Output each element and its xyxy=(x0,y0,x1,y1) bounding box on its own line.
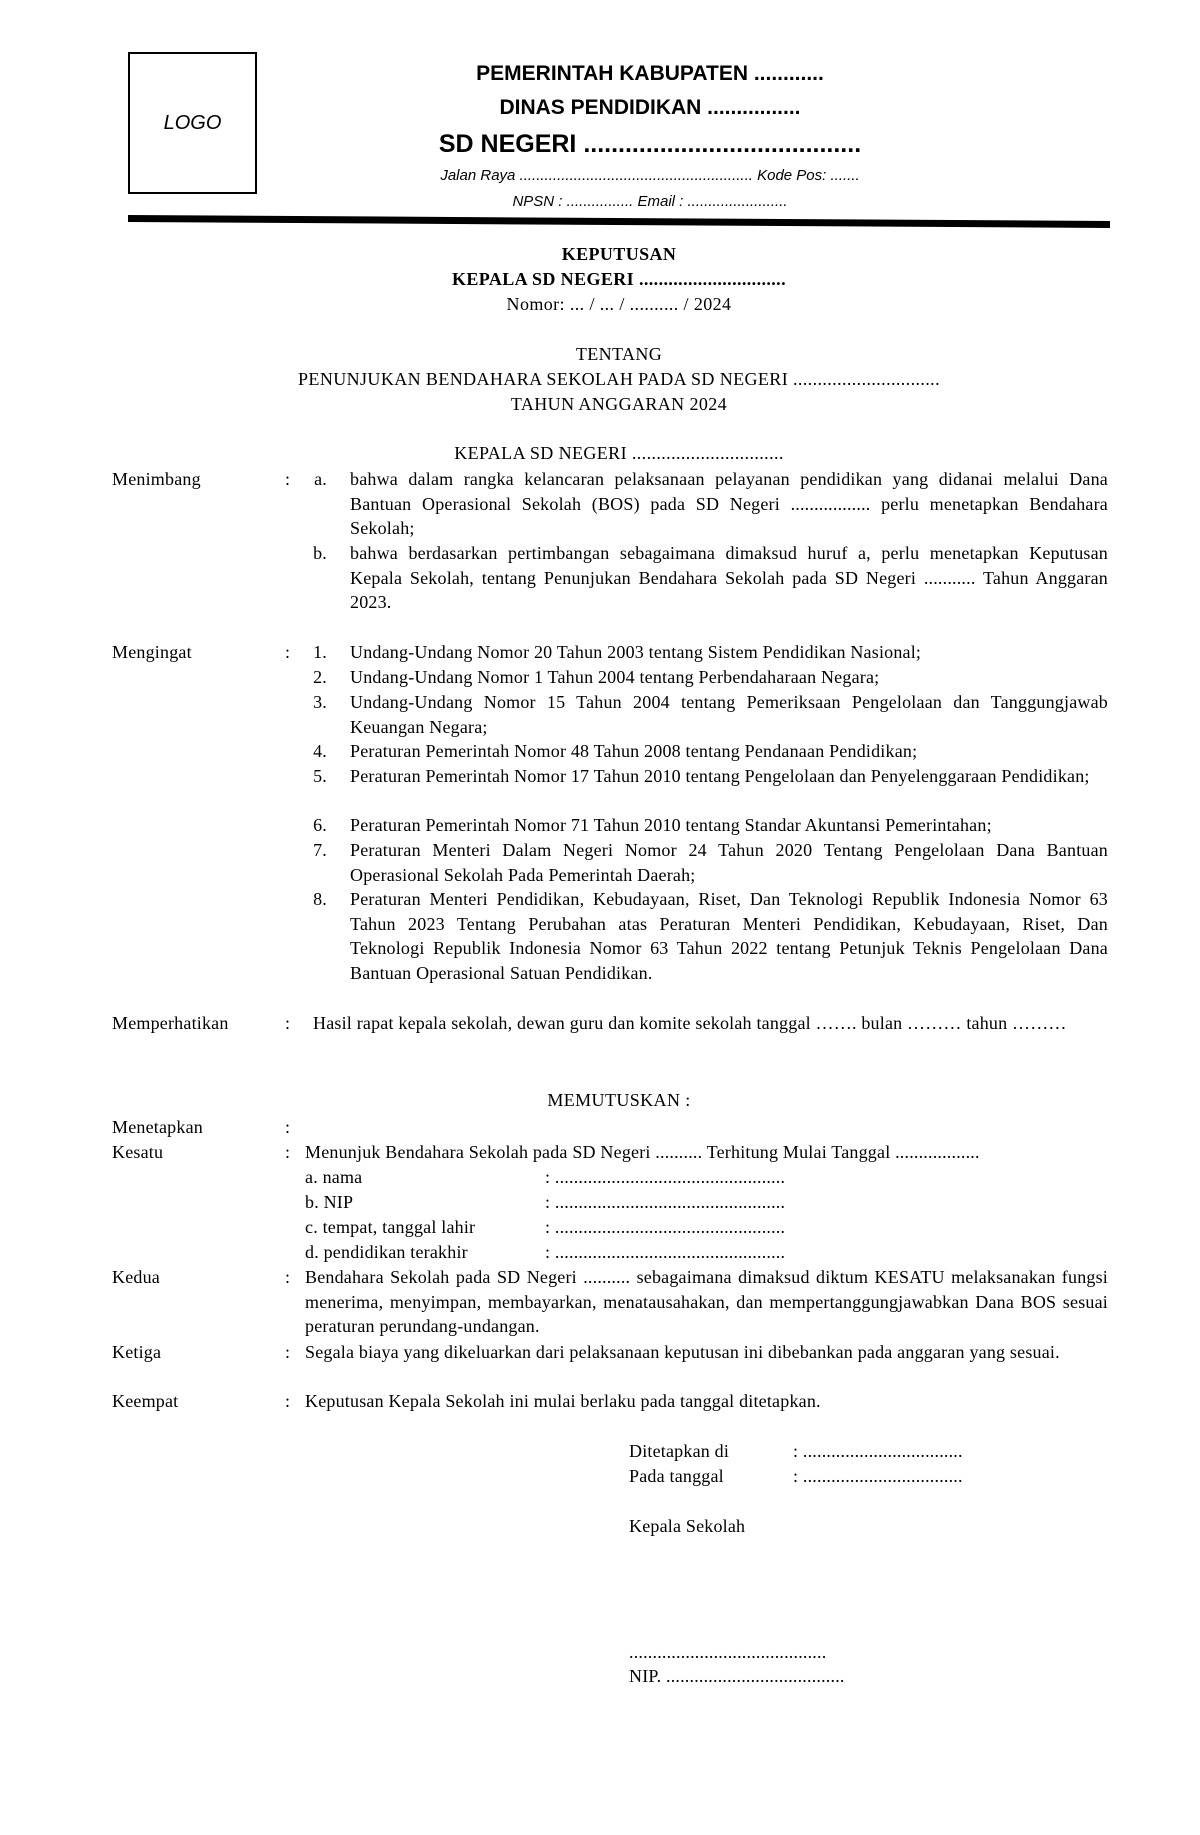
doc-issuer: KEPALA SD NEGERI .............................. xyxy=(451,269,786,289)
mengingat-label: Mengingat xyxy=(112,642,192,662)
sign-date-value: : .................................. xyxy=(793,1466,963,1486)
mengingat-mark: 1. xyxy=(313,642,327,662)
ketiga-text: Segala biaya yang dikeluarkan dari pelaksanaan keputusan ini dibebankan pada anggaran yang sesuai. xyxy=(305,1342,1060,1362)
doc-fiscal-year: TAHUN ANGGARAN 2024 xyxy=(510,394,728,414)
letterhead-divider xyxy=(128,215,1110,228)
sign-name-line: .......................................... xyxy=(629,1642,827,1662)
kop-government: PEMERINTAH KABUPATEN ............ xyxy=(476,62,824,85)
sign-date-label: Pada tanggal xyxy=(629,1466,724,1486)
field-value: : ................................................. xyxy=(545,1242,786,1262)
kop-address: Jalan Raya ........................................................ Kode Pos: ....... xyxy=(440,167,860,184)
kesatu-text: Menunjuk Bendahara Sekolah pada SD Negeri .......... Terhitung Mulai Tanggal .................. xyxy=(305,1142,980,1162)
ketiga-colon: : xyxy=(285,1342,291,1362)
mengingat-item: Undang-Undang Nomor 1 Tahun 2004 tentang Perbendaharaan Negara; xyxy=(350,667,880,687)
sign-place-label: Ditetapkan di xyxy=(629,1441,730,1461)
field-label: c. tempat, tanggal lahir xyxy=(305,1217,476,1237)
kesatu-label: Kesatu xyxy=(112,1142,164,1162)
menimbang-mark: a. xyxy=(314,469,327,489)
mengingat-item: Peraturan Menteri Pendidikan, Kebudayaan, Riset, Dan Teknologi Republik Indonesia Nomor 63 Tahun 2023 Tentang Perubahan atas Peraturan Menteri Pendidikan, Kebudayaan, Riset, Dan Teknologi Republik Indonesia Nomor 63 Tahun 2022 tentang Petunjuk Teknis Pengelolaan Dana Bantuan Operasional Satuan Pendidikan. xyxy=(350,889,1108,983)
mengingat-mark: 2. xyxy=(313,667,327,687)
ketiga-label: Ketiga xyxy=(112,1342,162,1362)
kedua-label: Kedua xyxy=(112,1267,160,1287)
menetapkan-label: Menetapkan xyxy=(112,1117,203,1137)
kop-contact: NPSN : ................ Email : ........................ xyxy=(512,193,788,210)
kesatu-colon: : xyxy=(285,1142,291,1162)
sign-role: Kepala Sekolah xyxy=(629,1516,746,1536)
menimbang-colon: : xyxy=(285,469,291,489)
mengingat-item: Undang-Undang Nomor 15 Tahun 2004 tentang Pemeriksaan Pengelolaan dan Tanggungjawab Keuangan Negara; xyxy=(350,692,1108,737)
mengingat-mark: 5. xyxy=(313,766,327,786)
sign-nip: NIP. ...................................... xyxy=(629,1666,845,1686)
sign-place-value: : .................................. xyxy=(793,1441,963,1461)
mengingat-item: Undang-Undang Nomor 20 Tahun 2003 tentang Sistem Pendidikan Nasional; xyxy=(350,642,922,662)
kop-school-name: SD NEGERI ........................................ xyxy=(438,130,862,158)
kedua-colon: : xyxy=(285,1267,291,1287)
doc-authority: KEPALA SD NEGERI ............................... xyxy=(454,443,784,463)
mengingat-item: Peraturan Pemerintah Nomor 48 Tahun 2008 tentang Pendanaan Pendidikan; xyxy=(350,741,918,761)
menetapkan-colon: : xyxy=(285,1117,291,1137)
kop-agency: DINAS PENDIDIKAN ................ xyxy=(499,96,801,119)
menimbang-label: Menimbang xyxy=(112,469,201,489)
doc-number: Nomor: ... / ... / .......... / 2024 xyxy=(506,294,732,314)
memperhatikan-label: Memperhatikan xyxy=(112,1013,229,1033)
kedua-text: Bendahara Sekolah pada SD Negeri .......... sebagaimana dimaksud diktum KESATU melaksanakan fungsi menerima, menyimpan, membayarkan, menatausahakan, dan mempertanggungjawabkan Dana BOS sesuai peraturan perundang-undangan. xyxy=(305,1267,1108,1336)
mengingat-item: Peraturan Menteri Dalam Negeri Nomor 24 Tahun 2020 Tentang Pengelolaan Dana Bantuan Operasional Sekolah Pada Pemerintah Daerah; xyxy=(350,840,1108,885)
field-value: : ................................................. xyxy=(545,1192,786,1212)
mengingat-mark: 4. xyxy=(313,741,327,761)
keempat-text: Keputusan Kepala Sekolah ini mulai berlaku pada tanggal ditetapkan. xyxy=(305,1391,821,1411)
menimbang-mark: b. xyxy=(313,543,327,563)
mengingat-item: Peraturan Pemerintah Nomor 17 Tahun 2010 tentang Pengelolaan dan Penyelenggaraan Pendidikan; xyxy=(350,766,1090,786)
mengingat-mark: 7. xyxy=(313,840,327,860)
logo-text: LOGO xyxy=(163,111,222,134)
doc-tentang: TENTANG xyxy=(575,344,663,364)
field-label: a. nama xyxy=(305,1167,363,1187)
field-value: : ................................................. xyxy=(545,1167,786,1187)
mengingat-item: Peraturan Pemerintah Nomor 71 Tahun 2010 tentang Standar Akuntansi Pemerintahan; xyxy=(350,815,992,835)
field-label: d. pendidikan terakhir xyxy=(305,1242,468,1262)
memperhatikan-colon: : xyxy=(285,1013,291,1033)
doc-title: KEPUTUSAN xyxy=(561,244,677,264)
logo-placeholder xyxy=(128,52,257,194)
keempat-colon: : xyxy=(285,1391,291,1411)
memperhatikan-text: Hasil rapat kepala sekolah, dewan guru dan komite sekolah tanggal ……. bulan ……… tahun ……… xyxy=(313,1013,1067,1033)
field-value: : ................................................. xyxy=(545,1217,786,1237)
field-label: b. NIP xyxy=(305,1192,354,1212)
doc-subject: PENUNJUKAN BENDAHARA SEKOLAH PADA SD NEGERI .............................. xyxy=(298,369,940,389)
mengingat-mark: 6. xyxy=(313,815,327,835)
menimbang-item: bahwa berdasarkan pertimbangan sebagaimana dimaksud huruf a, perlu menetapkan Keputusan Kepala Sekolah, tentang Penunjukan Bendahara Sekolah pada SD Negeri ........... Tahun Anggaran 2023. xyxy=(350,543,1108,612)
mengingat-mark: 8. xyxy=(313,889,327,909)
mengingat-mark: 3. xyxy=(313,692,327,712)
mengingat-colon: : xyxy=(285,642,291,662)
keempat-label: Keempat xyxy=(112,1391,179,1411)
menimbang-item: bahwa dalam rangka kelancaran pelaksanaan pelayanan pendidikan yang didanai melalui Dana Bantuan Operasional Sekolah (BOS) pada SD Negeri ................. perlu menetapkan Bendahara Sekolah; xyxy=(350,469,1108,538)
memutuskan-heading: MEMUTUSKAN : xyxy=(547,1090,691,1110)
